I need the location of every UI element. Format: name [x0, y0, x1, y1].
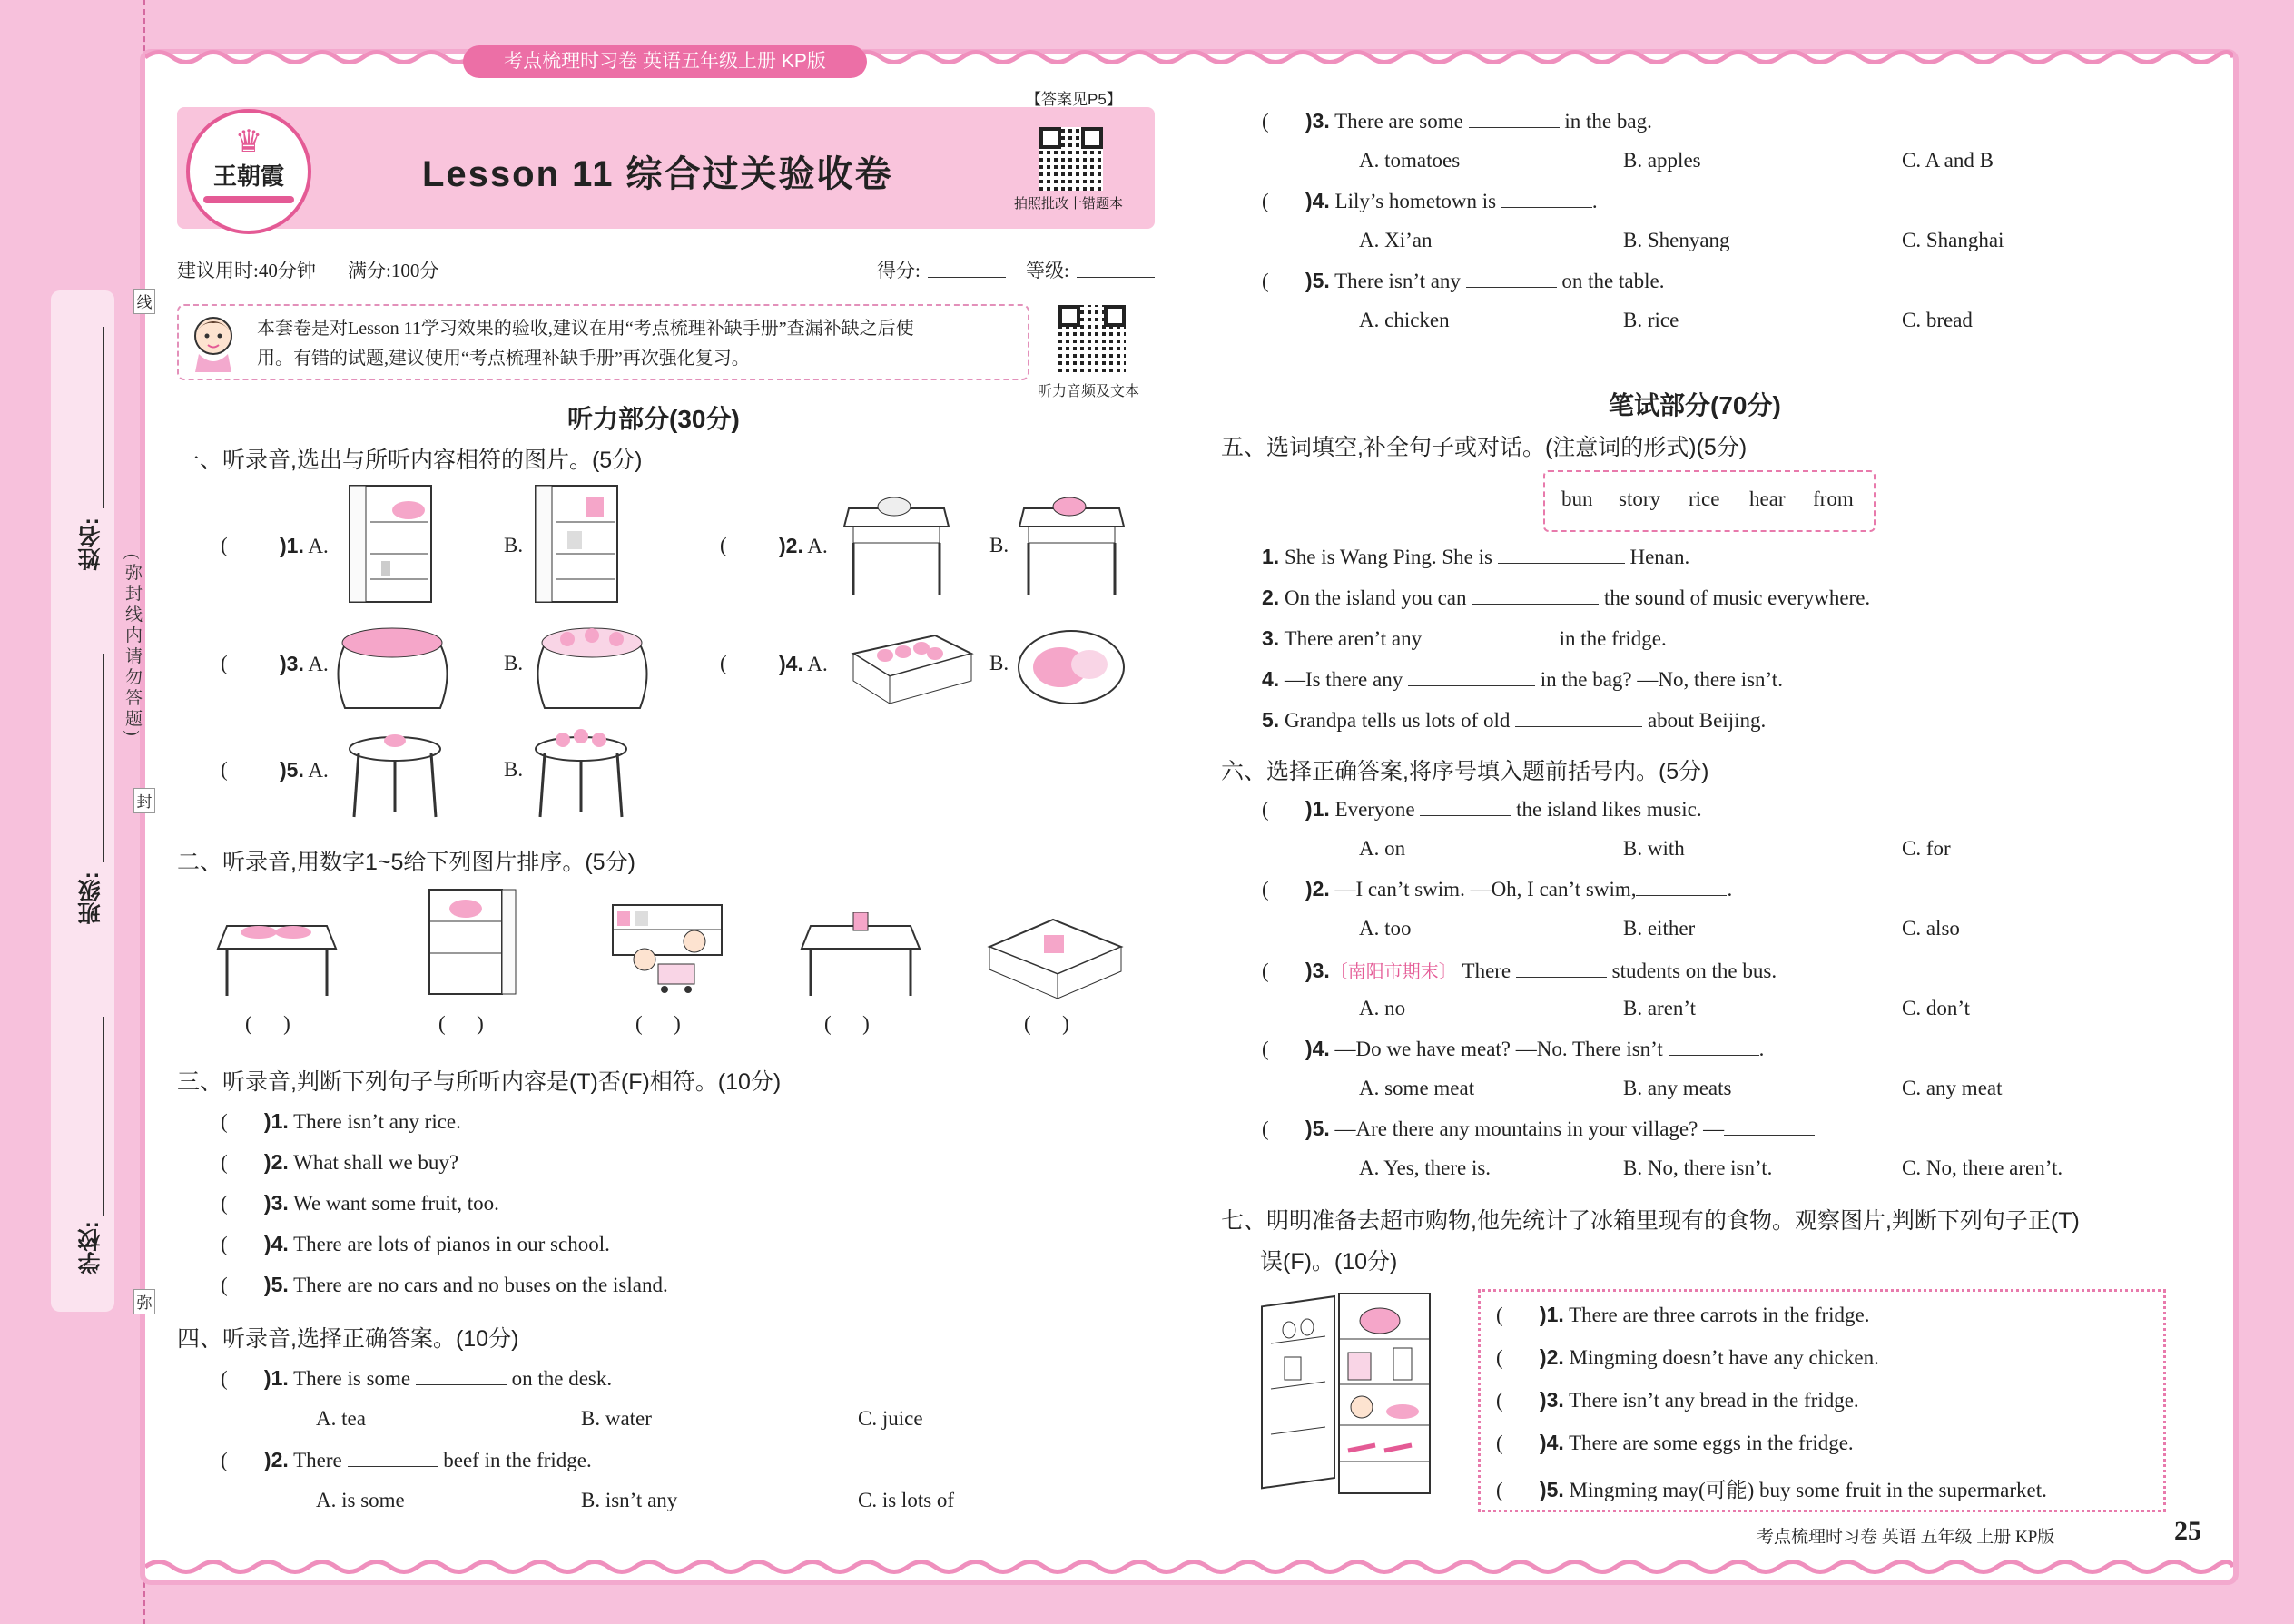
round-table-picture-icon	[345, 726, 445, 822]
fridge-picture-icon	[345, 481, 445, 608]
s1-q5-num: )5. A.	[280, 758, 329, 782]
s6-q3[interactable]: ( )3.〔南阳市期末〕 There students on the bus.	[1262, 959, 1777, 982]
section-1-title: 一、听录音,选出与所听内容相符的图片。(5分)	[177, 448, 643, 473]
s1-q1-num: )1. A.	[280, 534, 329, 557]
s2-answer-4[interactable]: ( )	[824, 1012, 870, 1035]
top-wave-border	[145, 47, 2233, 67]
full-score-label: 满分:100分	[348, 260, 439, 281]
girl-avatar-icon	[186, 309, 241, 372]
s6-q4[interactable]: ( )4. —Do we have meat? —No. There isn’t .	[1262, 1037, 1765, 1060]
s1-q4-num: )4. A.	[779, 652, 828, 675]
s4-q3[interactable]: ( )3. There are some in the bag.	[1262, 109, 1652, 133]
page-number: 25	[2174, 1516, 2201, 1546]
s4-q4-option-b[interactable]: B. Shenyang	[1623, 229, 1730, 251]
school-field[interactable]	[103, 1017, 104, 1216]
s4-q3-option-b[interactable]: B. apples	[1623, 149, 1701, 172]
qr-code-correction[interactable]	[1039, 127, 1103, 191]
sack-picture-icon	[331, 617, 454, 717]
qr-code-audio[interactable]	[1058, 305, 1126, 372]
page-title: Lesson 11 综合过关验收卷	[422, 154, 893, 194]
s2-answer-2[interactable]: ( )	[438, 1012, 484, 1035]
word-bank-item: story	[1619, 487, 1660, 510]
line-marker: 线	[133, 289, 155, 314]
s6-q5[interactable]: ( )5. —Are there any mountains in your village? —	[1262, 1117, 1815, 1141]
s4-q1[interactable]: ( )1. There is some on the desk.	[221, 1366, 613, 1390]
s6-q2-option-b[interactable]: B. either	[1623, 917, 1696, 940]
s1-q2-option-b: B.	[989, 534, 1009, 556]
s6-q2-option-c[interactable]: C. also	[1902, 917, 1960, 940]
s3-item-2[interactable]: ( )2. What shall we buy?	[221, 1150, 459, 1174]
word-bank-item: bun	[1561, 487, 1593, 510]
time-label: 建议用时:40分钟	[177, 260, 316, 281]
s6-q4-option-c[interactable]: C. any meat	[1902, 1077, 2003, 1099]
egg-box-picture-icon	[844, 626, 976, 708]
table-bottle-picture-icon	[797, 912, 924, 999]
qr-audio-caption: 听力音频及文本	[1038, 384, 1140, 399]
mi-marker: 弥	[133, 1289, 155, 1314]
s1-q1-option-b: B.	[504, 534, 524, 556]
s4-q4-option-c[interactable]: C. Shanghai	[1902, 229, 2004, 251]
s7-item-4[interactable]: ( )4. There are some eggs in the fridge.	[1496, 1431, 1854, 1454]
word-bank-item: hear	[1749, 487, 1786, 510]
section-5-title: 五、选词填空,补全句子或对话。(注意词的形式)(5分)	[1221, 435, 1748, 460]
name-label: 姓名:	[78, 517, 103, 571]
s6-q5-option-a[interactable]: A. Yes, there is.	[1359, 1156, 1492, 1179]
listening-heading: 听力部分(30分)	[567, 405, 740, 433]
round-table-picture-icon	[531, 722, 631, 822]
seal-note: (弥封线内请勿答题)	[123, 554, 142, 740]
s3-item-3[interactable]: ( )3. We want some fruit, too.	[221, 1191, 499, 1215]
supermarket-picture-icon	[608, 901, 726, 996]
s6-q1-option-a[interactable]: A. on	[1359, 837, 1406, 860]
s1-q3-bracket[interactable]: (	[221, 652, 228, 674]
qr-correction-caption: 拍照批改十错题本	[1014, 196, 1124, 212]
class-field[interactable]	[103, 654, 104, 862]
open-fridge-picture-icon	[1257, 1289, 1439, 1498]
word-bank-item: rice	[1689, 487, 1720, 510]
s6-q3-option-b[interactable]: B. aren’t	[1623, 997, 1697, 1019]
s4-q1-option-b[interactable]: B. water	[581, 1407, 652, 1430]
s6-q2-option-a[interactable]: A. too	[1359, 917, 1412, 940]
grade-label: 等级:	[1026, 260, 1069, 281]
s2-answer-3[interactable]: ( )	[635, 1012, 681, 1035]
s6-q5-option-b[interactable]: B. No, there isn’t.	[1623, 1156, 1773, 1179]
s6-q4-option-a[interactable]: A. some meat	[1359, 1077, 1475, 1099]
s7-item-3[interactable]: ( )3. There isn’t any bread in the fridge.	[1496, 1388, 1859, 1412]
grade-field[interactable]	[1077, 277, 1155, 278]
s4-q2[interactable]: ( )2. There beef in the fridge.	[221, 1448, 592, 1471]
s6-q2[interactable]: ( )2. —I can’t swim. —Oh, I can’t swim, .	[1262, 877, 1733, 901]
s4-q5[interactable]: ( )5. There isn’t any on the table.	[1262, 269, 1665, 292]
s4-q1-option-a[interactable]: A. tea	[316, 1407, 366, 1430]
writing-heading: 笔试部分(70分)	[1609, 391, 1781, 419]
school-label: 学校:	[78, 1221, 103, 1275]
s4-q3-option-a[interactable]: A. tomatoes	[1359, 149, 1461, 172]
s1-q2-num: )2. A.	[779, 534, 828, 557]
name-field[interactable]	[103, 327, 104, 508]
fridge-picture-icon	[531, 481, 631, 608]
s3-item-4[interactable]: ( )4. There are lots of pianos in our school.	[221, 1232, 610, 1255]
s2-answer-5[interactable]: ( )	[1024, 1012, 1069, 1035]
s6-q4-option-b[interactable]: B. any meats	[1623, 1077, 1732, 1099]
student-info-sidebar	[51, 290, 114, 1312]
score-label: 得分:	[877, 260, 921, 281]
s3-item-1[interactable]: ( )1. There isn’t any rice.	[221, 1109, 461, 1133]
s6-q1-option-b[interactable]: B. with	[1623, 837, 1685, 860]
s4-q4[interactable]: ( )4. Lily’s hometown is .	[1262, 189, 1598, 212]
s4-q4-option-a[interactable]: A. Xi’an	[1359, 229, 1433, 251]
s6-q3-option-c[interactable]: C. don’t	[1902, 997, 1970, 1019]
s3-item-5[interactable]: ( )5. There are no cars and no buses on the island.	[221, 1273, 668, 1296]
source-tag: 〔南阳市期末〕	[1329, 962, 1457, 982]
s6-q5-option-c[interactable]: C. No, there aren’t.	[1902, 1156, 2063, 1179]
section-7-title-line2: 误(F)。(10分)	[1260, 1249, 1398, 1275]
s5-q4[interactable]: 4. —Is there any in the bag? —No, there isn’t.	[1262, 667, 1783, 691]
s4-q5-option-a[interactable]: A. chicken	[1359, 309, 1450, 331]
fridge-picture-icon	[425, 885, 520, 999]
s4-q1-option-c[interactable]: C. juice	[858, 1407, 923, 1430]
s4-q5-option-b[interactable]: B. rice	[1623, 309, 1679, 331]
series-tag: 考点梳理时习卷 英语五年级上册 KP版	[463, 45, 867, 78]
meat-plate-picture-icon	[1015, 626, 1128, 708]
s5-q5[interactable]: 5. Grandpa tells us lots of old about Beijing.	[1262, 708, 1767, 732]
s1-q4-bracket[interactable]: (	[720, 652, 727, 674]
s1-q5-option-b: B.	[504, 758, 524, 781]
s4-q2-option-b[interactable]: B. isn’t any	[581, 1489, 678, 1511]
answer-reference: 【答案见P5】	[1026, 91, 1122, 108]
s7-item-2[interactable]: ( )2. Mingming doesn’t have any chicken.	[1496, 1345, 1879, 1369]
section-2-title: 二、听录音,用数字1~5给下列图片排序。(5分)	[177, 850, 635, 875]
notice-line-1: 本套卷是对Lesson 11学习效果的验收,建议在用“考点梳理补缺手册”查漏补缺之后使	[257, 319, 914, 339]
s1-q1-bracket[interactable]: (	[221, 534, 228, 556]
section-4-title: 四、听录音,选择正确答案。(10分)	[177, 1326, 519, 1352]
s5-q2[interactable]: 2. On the island you can the sound of music everywhere.	[1262, 586, 1871, 609]
bottom-wave-border	[145, 1557, 2233, 1577]
s7-item-1[interactable]: ( )1. There are three carrots in the fridge.	[1496, 1303, 1870, 1326]
s1-q3-option-b: B.	[504, 652, 524, 674]
s6-q1-option-c[interactable]: C. for	[1902, 837, 1951, 860]
sack-picture-icon	[531, 617, 654, 717]
brand-logo: ♛ 王朝霞	[186, 109, 311, 234]
seal-marker: 封	[133, 788, 155, 813]
s6-q3-option-a[interactable]: A. no	[1359, 997, 1406, 1019]
s7-item-5[interactable]: ( )5. Mingming may(可能) buy some fruit in the supermarket.	[1496, 1478, 2047, 1501]
box-picture-icon	[985, 915, 1126, 1001]
s4-q2-option-c[interactable]: C. is lots of	[858, 1489, 955, 1511]
footer-text: 考点梳理时习卷 英语 五年级 上册 KP版	[1757, 1528, 2055, 1547]
logo-text: 王朝霞	[212, 163, 284, 190]
word-bank-item: from	[1813, 487, 1854, 510]
s1-q5-bracket[interactable]: (	[221, 758, 228, 781]
s4-q3-option-c[interactable]: C. A and B	[1902, 149, 1994, 172]
section-3-title: 三、听录音,判断下列句子与所听内容是(T)否(F)相符。(10分)	[177, 1069, 782, 1095]
s6-q1[interactable]: ( )1. Everyone the island likes music.	[1262, 797, 1702, 821]
score-field[interactable]	[928, 277, 1006, 278]
s2-answer-1[interactable]: ( )	[245, 1012, 290, 1035]
table-meat-picture-icon	[213, 912, 340, 999]
notice-line-2: 用。有错的试题,建议使用“考点梳理补缺手册”再次强化复习。	[257, 349, 750, 369]
s4-q5-option-c[interactable]: C. bread	[1902, 309, 1973, 331]
table-picture-icon	[840, 490, 953, 599]
section-7-title-line1: 七、明明准备去超市购物,他先统计了冰箱里现有的食物。观察图片,判断下列句子正(T)	[1221, 1208, 2080, 1234]
section-6-title: 六、选择正确答案,将序号填入题前括号内。(5分)	[1221, 759, 1709, 784]
s4-q2-option-a[interactable]: A. is some	[316, 1489, 405, 1511]
s1-q2-bracket[interactable]: (	[720, 534, 727, 556]
s1-q3-num: )3. A.	[280, 652, 329, 675]
s5-q1[interactable]: 1. She is Wang Ping. She is Henan.	[1262, 545, 1690, 568]
table-picture-icon	[1015, 490, 1128, 599]
s5-q3[interactable]: 3. There aren’t any in the fridge.	[1262, 626, 1667, 650]
s1-q4-option-b: B.	[989, 652, 1009, 674]
class-label: 班级:	[78, 871, 103, 925]
